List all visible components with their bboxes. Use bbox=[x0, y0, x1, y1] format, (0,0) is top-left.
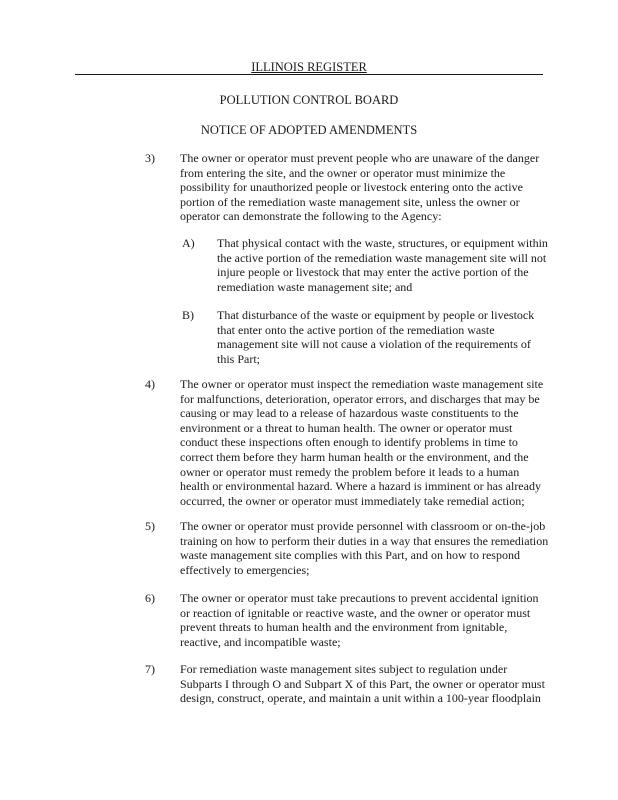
paragraph-line: design, construct, operate, and maintain a unit within a 100-year floodplain bbox=[180, 691, 541, 706]
paragraph-line: management site will not cause a violation of the requirements of bbox=[217, 337, 531, 352]
paragraph-line: waste management site complies with this Part, and on how to respond bbox=[180, 548, 520, 563]
paragraph-line: health or environmental hazard. Where a hazard is imminent or has already bbox=[180, 479, 541, 494]
paragraph-5 bbox=[145, 519, 548, 577]
paragraph-line: owner or operator must remedy the problem before it leads to a human bbox=[180, 464, 520, 479]
paragraph-line: Subparts I through O and Subpart X of this Part, the owner or operator must bbox=[180, 676, 545, 691]
paragraph-number: 5) bbox=[145, 519, 155, 533]
paragraph-6 bbox=[145, 591, 539, 649]
paragraph-line: that enter onto the active portion of the remediation waste bbox=[217, 322, 495, 337]
paragraph-line: the active portion of the remediation waste management site will not bbox=[217, 250, 547, 265]
paragraph-number: A) bbox=[182, 236, 195, 250]
paragraph-number: 6) bbox=[145, 591, 155, 605]
paragraph-line: reactive, and incompatible waste; bbox=[180, 634, 341, 649]
subparagraph-a bbox=[182, 236, 548, 294]
paragraph-line: That physical contact with the waste, structures, or equipment within bbox=[217, 236, 548, 250]
paragraph-7 bbox=[145, 662, 545, 706]
paragraph-4 bbox=[145, 377, 543, 508]
paragraph-line: this Part; bbox=[217, 351, 261, 366]
header-rule bbox=[75, 74, 543, 75]
paragraph-number: 4) bbox=[145, 377, 155, 391]
paragraph-number: B) bbox=[182, 308, 194, 322]
paragraph-line: remediation waste management site; and bbox=[217, 279, 413, 294]
paragraph-line: conduct these inspections often enough to identify problems in time to bbox=[180, 435, 518, 450]
paragraph-line: correct them before they harm human health or the environment, and the bbox=[180, 449, 529, 464]
paragraph-line: environment or a threat to human health. The owner or operator must bbox=[180, 420, 513, 435]
paragraph-line: for malfunctions, deterioration, operator errors, and discharges that may be bbox=[180, 391, 540, 406]
paragraph-line: The owner or operator must prevent people who are unaware of the danger bbox=[180, 151, 540, 165]
paragraph-line: The owner or operator must take precautions to prevent accidental ignition bbox=[180, 591, 539, 605]
paragraph-line: injure people or livestock that may enter the active portion of the bbox=[217, 265, 529, 280]
paragraph-line: training on how to perform their duties in a way that ensures the remediation bbox=[180, 533, 549, 548]
paragraph-line: For remediation waste management sites subject to regulation under bbox=[180, 662, 508, 676]
paragraph-line: causing or may lead to a release of hazardous waste constituents to the bbox=[180, 406, 519, 421]
paragraph-line: prevent threats to human health and the environment from ignitable, bbox=[180, 620, 508, 635]
paragraph-3 bbox=[145, 151, 539, 224]
paragraph-number: 3) bbox=[145, 151, 155, 165]
paragraph-line: occurred, the owner or operator must immediately take remedial action; bbox=[180, 493, 525, 508]
paragraph-line: portion of the remediation waste management site, unless the owner or bbox=[180, 194, 520, 209]
paragraph-line: The owner or operator must inspect the remediation waste management site bbox=[180, 377, 544, 391]
agency-title: POLLUTION CONTROL BOARD bbox=[219, 93, 399, 107]
subparagraph-b bbox=[182, 308, 534, 366]
paragraph-line: The owner or operator must provide personnel with classroom or on-the-job bbox=[180, 519, 546, 533]
paragraph-line: That disturbance of the waste or equipment by people or livestock bbox=[217, 308, 535, 322]
notice-title: NOTICE OF ADOPTED AMENDMENTS bbox=[200, 123, 418, 137]
paragraph-line: effectively to emergencies; bbox=[180, 562, 310, 577]
register-title: ILLINOIS REGISTER bbox=[251, 60, 367, 74]
paragraph-line: or reaction of ignitable or reactive waste, and the owner or operator must bbox=[180, 605, 531, 620]
paragraph-line: operator can demonstrate the following to the Agency: bbox=[180, 209, 442, 224]
paragraph-line: from entering the site, and the owner or operator must minimize the bbox=[180, 165, 506, 180]
paragraph-number: 7) bbox=[145, 662, 155, 676]
paragraph-line: possibility for unauthorized people or livestock entering onto the active bbox=[180, 180, 523, 195]
